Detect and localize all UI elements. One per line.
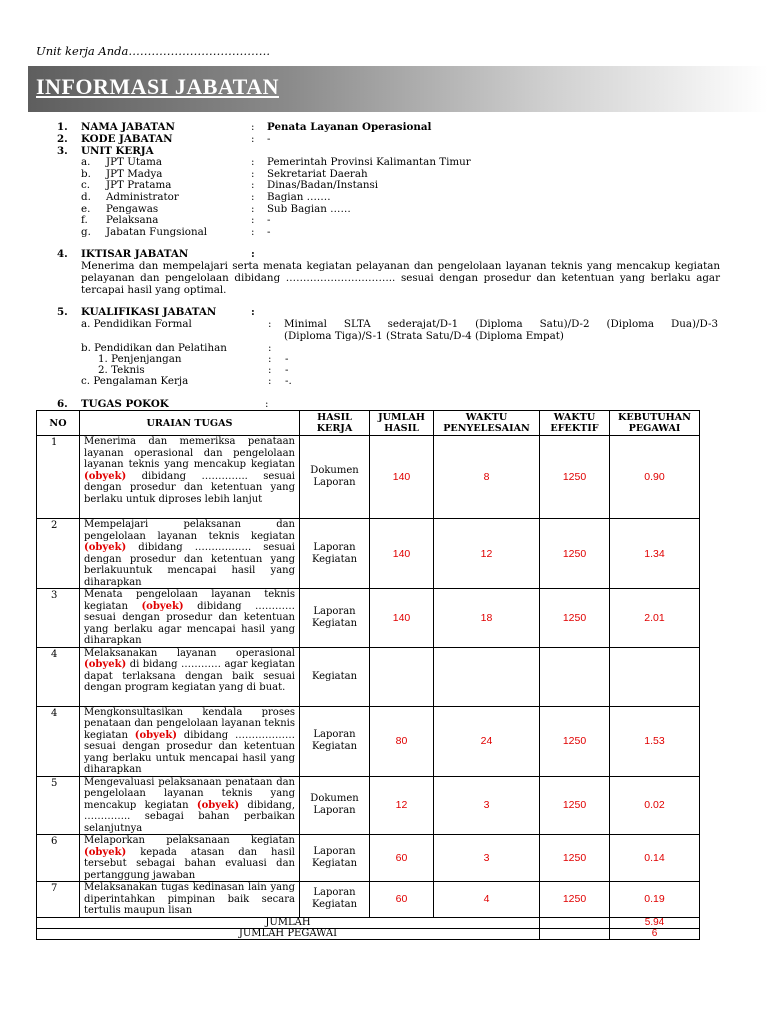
header-efektif: WAKTU EFEKTIF (540, 411, 610, 436)
pengalaman-value: -. (285, 375, 292, 387)
header-kebutuhan: KEBUTUHAN PEGAWAI (610, 411, 700, 436)
row-no: 6 (37, 835, 80, 882)
row-uraian (80, 519, 300, 589)
unit-item-colon: : (251, 214, 255, 226)
row-efektif: 1250 (540, 436, 610, 519)
row-efektif (540, 647, 610, 706)
uraian-text-post: dibidang ………… sesuai dengan prosedur dan ketentuan yang berlaku agar mencapai hasil yang diharapkan (84, 600, 296, 646)
obyek-placeholder: (obyek) (84, 659, 127, 670)
penjenjangan-colon: : (268, 353, 272, 365)
row-waktu: 4 (434, 882, 540, 918)
row-jumlah: 140 (370, 436, 434, 519)
row-waktu: 8 (434, 436, 540, 519)
row-uraian (80, 706, 300, 776)
s6-num: 6. (57, 398, 68, 410)
s4-colon: : (251, 248, 255, 260)
obyek-placeholder: (obyek) (196, 799, 240, 811)
unit-item-colon: : (251, 168, 255, 180)
row-uraian (80, 835, 300, 882)
s4-num: 4. (57, 248, 68, 260)
unit-item-colon: : (251, 156, 255, 168)
uraian-text-post: dibidang …………….. sesuai dengan prosedur dan ketentuan yang berlakuuntuk mencapai hasil yang diharapkan (84, 542, 295, 588)
row-waktu (434, 647, 540, 706)
table-row (37, 706, 700, 776)
row-jumlah: 140 (370, 589, 434, 648)
pendidikan-formal-value-1: Minimal SLTA sederajat/D-1 (Diploma Satu)/D-2 (Diploma Dua)/D-3 (284, 318, 718, 330)
row-no: 4 (37, 706, 80, 776)
unit-item-value: Sekretariat Daerah (267, 168, 368, 180)
pegawai-label: JUMLAH PEGAWAI (37, 928, 540, 939)
teknis-label: 2. Teknis (98, 364, 145, 376)
uraian-text-post: di bidang ………… agar kegiatan dapat terlaksana dengan baik sesuai dengan program kegiatan yang di buat. (84, 659, 295, 693)
header-jumlah: JUMLAH HASIL (370, 411, 434, 436)
s4-label: IKTISAR JABATAN (81, 248, 189, 260)
s3-label: UNIT KERJA (81, 145, 154, 157)
row-no: 3 (37, 589, 80, 648)
row-efektif: 1250 (540, 589, 610, 648)
row-kebutuhan: 0.19 (610, 882, 700, 918)
obyek-placeholder: (obyek) (84, 542, 127, 553)
jumlah-row (37, 917, 700, 928)
header-hasil: HASIL KERJA (300, 411, 370, 436)
row-no: 4 (37, 647, 80, 706)
row-uraian (80, 647, 300, 706)
unit-item-letter: g. (81, 226, 91, 238)
row-no: 5 (37, 776, 80, 835)
row-efektif: 1250 (540, 776, 610, 835)
obyek-placeholder: (obyek) (141, 600, 184, 612)
pegawai-empty (540, 928, 610, 939)
diklat-colon: : (268, 342, 272, 354)
row-uraian (80, 589, 300, 648)
unit-item-value: - (267, 214, 271, 226)
unit-item-label: Jabatan Fungsional (106, 226, 208, 238)
unit-item-label: JPT Utama (106, 156, 163, 168)
unit-item-letter: f. (81, 214, 88, 226)
row-hasil: Laporan Kegiatan (300, 706, 370, 776)
row-hasil: Kegiatan (300, 647, 370, 706)
row-waktu: 12 (434, 519, 540, 589)
jumlah-value: 5.94 (610, 917, 700, 928)
jumlah-label: JUMLAH (37, 917, 540, 928)
penjenjangan-value: - (285, 353, 289, 365)
row-hasil: Dokumen Laporan (300, 776, 370, 835)
s5-colon: : (251, 306, 255, 318)
uraian-text-pre: Melaksanakan layanan operasional (84, 647, 295, 659)
unit-item-label: JPT Pratama (106, 179, 172, 191)
unit-item-value: Sub Bagian …… (267, 203, 351, 215)
unit-item-letter: d. (81, 191, 91, 203)
row-hasil: Laporan Kegiatan (300, 589, 370, 648)
obyek-placeholder: (obyek) (134, 729, 177, 741)
row-uraian (80, 882, 300, 918)
uraian-text-pre: Melaksanakan tugas kedinasan lain yang diperintahkan pimpinan baik secara tertulis maupun lisan (84, 882, 295, 916)
row-kebutuhan: 0.02 (610, 776, 700, 835)
unit-item-label: JPT Madya (106, 168, 163, 180)
iktisar-text: Menerima dan mempelajari serta menata kegiatan pelayanan dan pengelolaan layanan teknis yang mencakup kegiatan pelayanan dan pengelolaan dibidang ………………………….. sesuai dengan prosedur dan ketentuan yang berlaku agar tercapai hasil yang optimal. (81, 260, 720, 296)
obyek-placeholder: (obyek) (84, 470, 127, 482)
unit-item-colon: : (251, 203, 255, 215)
unit-item-label: Pelaksana (106, 214, 159, 226)
unit-item-value: Pemerintah Provinsi Kalimantan Timur (267, 156, 471, 168)
row-efektif: 1250 (540, 706, 610, 776)
pendidikan-formal-label: a. Pendidikan Formal (81, 318, 192, 330)
unit-item-label: Pengawas (106, 203, 159, 215)
penjenjangan-label: 1. Penjenjangan (98, 353, 182, 365)
uraian-text-post: dibidang ………….. sesuai dengan prosedur dan ketentuan yang berlaku untuk diproses lebih lanjut (84, 470, 295, 505)
uraian-text-pre: Menerima dan memeriksa penataan layanan operasional dan pengelolaan layanan teknis yang mencakup kegiatan (84, 436, 295, 470)
row-hasil: Laporan Kegiatan (300, 835, 370, 882)
unit-item-colon: : (251, 226, 255, 238)
row-jumlah: 140 (370, 519, 434, 589)
row-efektif: 1250 (540, 835, 610, 882)
header-uraian: URAIAN TUGAS (80, 411, 300, 436)
row-hasil: Laporan Kegiatan (300, 519, 370, 589)
row-kebutuhan: 1.53 (610, 706, 700, 776)
row-waktu: 3 (434, 776, 540, 835)
unit-kerja-line: Unit kerja Anda………………………………. (36, 44, 270, 58)
pegawai-row (37, 928, 700, 939)
s5-label: KUALIFIKASI JABATAN (81, 306, 217, 318)
s1-value: Penata Layanan Operasional (267, 121, 432, 133)
row-jumlah: 60 (370, 882, 434, 918)
s2-colon: : (251, 133, 255, 145)
table-row (37, 647, 700, 706)
table-row (37, 882, 700, 918)
header-no: NO (37, 411, 80, 436)
obyek-placeholder: (obyek) (84, 846, 127, 858)
row-no: 1 (37, 436, 80, 519)
row-kebutuhan (610, 647, 700, 706)
s1-colon: : (251, 121, 255, 133)
header-waktu: WAKTU PENYELESAIAN (434, 411, 540, 436)
row-kebutuhan: 1.34 (610, 519, 700, 589)
unit-item-letter: b. (81, 168, 91, 180)
unit-item-colon: : (251, 191, 255, 203)
s2-num: 2. (57, 133, 68, 145)
unit-item-letter: c. (81, 179, 91, 191)
row-waktu: 24 (434, 706, 540, 776)
row-jumlah: 12 (370, 776, 434, 835)
row-hasil: Dokumen Laporan (300, 436, 370, 519)
pendidikan-formal-colon: : (268, 318, 272, 330)
row-uraian (80, 776, 300, 835)
uraian-text-pre: Mempelajari pelaksanan dan pengelolaan layanan teknis kegiatan (84, 519, 295, 542)
uraian-text-post: kepada atasan dan hasil tersebut sebagai bahan evaluasi dan pertanggung jawaban (84, 846, 295, 881)
table-row (37, 776, 700, 835)
s1-label: NAMA JABATAN (81, 121, 175, 133)
s5-num: 5. (57, 306, 68, 318)
diklat-label: b. Pendidikan dan Pelatihan (81, 342, 227, 354)
row-efektif: 1250 (540, 882, 610, 918)
s1-num: 1. (57, 121, 68, 133)
row-jumlah: 80 (370, 706, 434, 776)
unit-item-value: - (267, 226, 271, 238)
row-uraian (80, 436, 300, 519)
s3-num: 3. (57, 145, 68, 157)
pegawai-value: 6 (610, 928, 700, 939)
uraian-text-pre: Mengevaluasi pelaksanaan penataan dan pengelolaan layanan teknis yang mencakup kegiatan (84, 776, 295, 811)
pendidikan-formal-value-2: (Diploma Tiga)/S-1 (Strata Satu/D-4 (Diploma Empat) (284, 330, 564, 342)
uraian-text-pre: Mengkonsultasikan kendala proses penataan dan pengelolaan layanan teknis kegiatan (84, 706, 295, 741)
row-jumlah: 60 (370, 835, 434, 882)
uraian-text-post: dibidang ………………sesuai dengan prosedur dan ketentuan yang berlaku untuk mencapai hasil yang diharapkan (84, 729, 296, 775)
row-jumlah (370, 647, 434, 706)
jumlah-empty (540, 917, 610, 928)
unit-item-label: Administrator (106, 191, 179, 203)
unit-item-value: Dinas/Badan/Instansi (267, 179, 379, 191)
row-no: 2 (37, 519, 80, 589)
tugas-pokok-table (36, 410, 700, 940)
table-row (37, 589, 700, 648)
row-no: 7 (37, 882, 80, 918)
s6-label: TUGAS POKOK (81, 398, 169, 410)
row-kebutuhan: 2.01 (610, 589, 700, 648)
s2-label: KODE JABATAN (81, 133, 173, 145)
row-efektif: 1250 (540, 519, 610, 589)
title-banner (28, 66, 768, 112)
table-row (37, 835, 700, 882)
page-title: INFORMASI JABATAN (36, 74, 279, 99)
teknis-colon: : (268, 364, 272, 376)
row-kebutuhan: 0.14 (610, 835, 700, 882)
unit-item-value: Bagian ……. (267, 191, 331, 203)
pengalaman-colon: : (268, 375, 272, 387)
pengalaman-label: c. Pengalaman Kerja (81, 375, 189, 387)
uraian-text-post: dibidang, ………….. sebagai bahan perbaikan selanjutnya (84, 799, 295, 834)
unit-item-letter: e. (81, 203, 91, 215)
table-row (37, 519, 700, 589)
s2-value: - (267, 133, 271, 145)
row-hasil: Laporan Kegiatan (300, 882, 370, 918)
unit-item-colon: : (251, 179, 255, 191)
table-row (37, 436, 700, 519)
teknis-value: - (285, 364, 289, 376)
uraian-text-pre: Menata pengelolaan layanan teknis kegiatan (84, 589, 295, 612)
row-waktu: 18 (434, 589, 540, 648)
uraian-text-pre: Melaporkan pelaksanaan kegiatan (84, 835, 295, 846)
s6-colon: : (265, 398, 269, 410)
unit-item-letter: a. (81, 156, 91, 168)
row-waktu: 3 (434, 835, 540, 882)
row-kebutuhan: 0.90 (610, 436, 700, 519)
